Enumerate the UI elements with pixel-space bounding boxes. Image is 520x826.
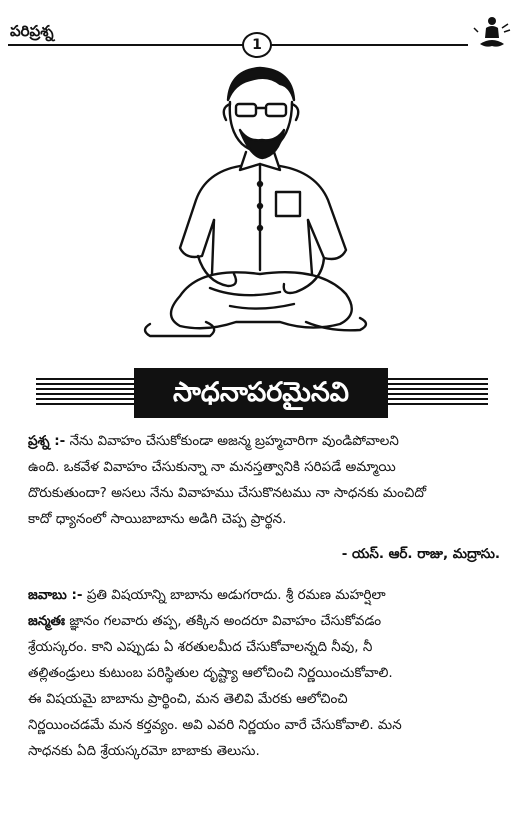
answer-line-3: శ్రేయస్కరం. కాని ఎప్పుడు ఏ శరతులమీద చేసుకోవాలన్నది నీవు, నీ <box>28 639 373 655</box>
answer-line-6: నిర్ణయించడమే మన కర్తవ్యం. అవి ఎవరి నిర్ణయం వారే చేసుకోవాలి. మన <box>28 717 402 733</box>
answer-block <box>28 582 498 764</box>
question-line-2: ఉంది. ఒకవేళ వివాహం చేసుకున్నా నా మనస్తత్వానికి సరిపడే అమ్మాయి <box>28 459 396 475</box>
question-line-4: కాదో ధ్యానంలో సాయిబాబాను అడిగి చెప్ప ప్రార్థన. <box>28 511 287 527</box>
header-rule <box>8 44 468 46</box>
answer-line-1 <box>28 582 498 608</box>
answer-line-2 <box>28 608 498 634</box>
answer-emphasis: జన్మతః <box>28 613 66 629</box>
running-title: పరిప్రశ్న <box>10 22 54 40</box>
answer-line-5: ఈ విషయమై బాబాను ప్రార్థించి, మన తెలివి మేరకు ఆలోచించి <box>28 691 348 707</box>
question-attribution: - యస్. ఆర్. రాజు, మద్రాసు. <box>341 546 500 562</box>
title-box <box>134 368 388 418</box>
answer-text: ప్రతి విషయాన్ని బాబాను అడుగరాదు. శ్రీ రమణ మహర్షిలా <box>86 587 386 603</box>
answer-text-2: జ్ఞానం గలవారు తప్ప, తక్కిన అందరూ వివాహం చేసుకోవడం <box>69 613 382 629</box>
question-text: నేను వివాహం చేసుకోకుండా అజన్మ బ్రహ్మచారిగా వుండిపోవాలని <box>69 433 399 449</box>
question-line-3: దొరుకుతుందా? అసలు నేను వివాహము చేసుకొనటము నా సాధనకు మంచిదో <box>28 485 427 501</box>
page-number: 1 <box>242 32 272 58</box>
answer-label: జవాబు :- <box>28 587 83 603</box>
question-line-1 <box>28 428 498 454</box>
sitting-man-illustration <box>110 60 410 360</box>
page-header <box>8 14 508 54</box>
answer-line-7: సాధనకు ఏది శ్రేయస్కరమో బాబాకు తెలుసు. <box>28 743 260 759</box>
section-title: సాధనాపరమైనవి <box>172 377 350 408</box>
answer-line-4: తల్లితండ్రులు కుటుంబ పరిస్థితుల దృష్ట్యా ఆలోచించి నిర్ణయించుకోవాలి. <box>28 665 393 681</box>
section-title-banner <box>36 368 488 418</box>
question-block <box>28 428 498 532</box>
seated-figure-icon <box>472 14 512 54</box>
question-label: ప్రశ్న :- <box>28 433 66 449</box>
